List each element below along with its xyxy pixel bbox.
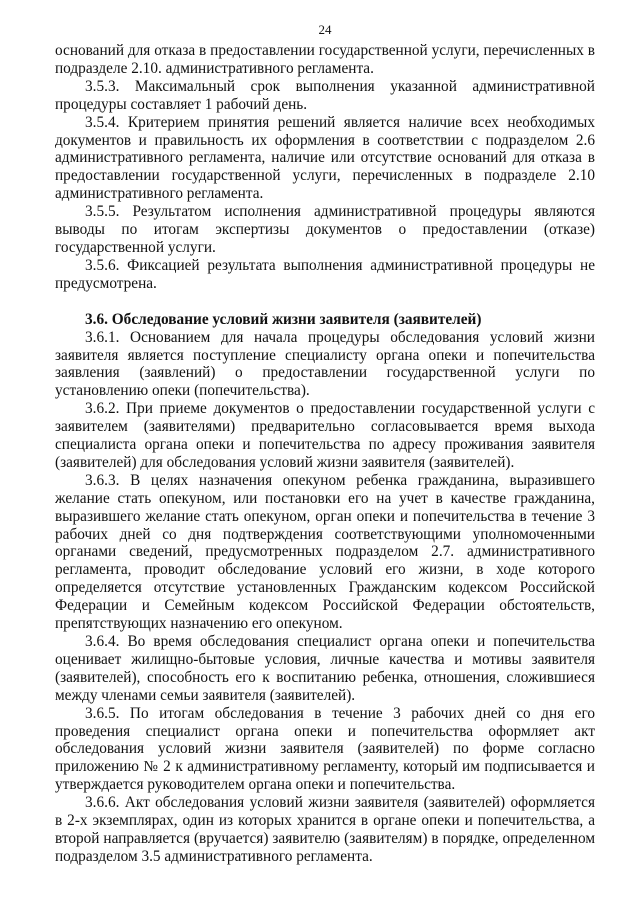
section-heading-3-6: 3.6. Обследование условий жизни заявителя (заявителей) xyxy=(85,310,482,328)
paragraph-3-5-4: 3.5.4. Критерием принятия решений является наличие всех необходимых документов и правильность их оформления в соответствии с подразделом 2.6 административного регламента, наличие или отсутствие оснований для отказа в предоставлении государственной услуги, перечисленных в подразделе 2.10 административного регламента. xyxy=(55,113,595,203)
paragraph-3-6-3: 3.6.3. В целях назначения опекуном ребенка гражданина, выразившего желание стать опекуном, или постановки его на учет в качестве гражданина, выразившего желание стать опекуном, орган опеки и попечительства в течение 3 рабочих дней со дня подтверждения соответствующими уполномоченными органами сведений, предусмотренных подразделом 2.7. административного регламента, проводит обследование условий его жизни, в ходе которого определяется отсутствие установленных Гражданским кодексом Российской Федерации и Семейным кодексом Российской Федерации обстоятельств, препятствующих назначению его опекуном. xyxy=(55,471,595,633)
paragraph-continuation: оснований для отказа в предоставлении государственной услуги, перечисленных в подразделе 2.10. административного регламента. xyxy=(55,42,595,77)
paragraph-3-6-2: 3.6.2. При приеме документов о предоставлении государственной услуги с заявителем (заявителями) предварительно согласовывается время выхода специалиста органа опеки и попечительства по адресу проживания заявителя (заявителей) для обследования условий жизни заявителя (заявителей). xyxy=(55,400,595,471)
paragraph-3-5-5: 3.5.5. Результатом исполнения административной процедуры являются выводы по итогам экспертизы документов о предоставлении (отказе) государственной услуги. xyxy=(55,203,595,256)
page-number: 24 xyxy=(318,22,332,37)
paragraph-3-6-1: 3.6.1. Основанием для начала процедуры обследования условий жизни заявителя является поступление специалисту органа опеки и попечительства заявления (заявлений) о предоставлении государственной услуги по установлению опеки (попечительства). xyxy=(55,328,595,400)
paragraph-3-5-6: 3.5.6. Фиксацией результата выполнения административной процедуры не предусмотрена. xyxy=(55,256,595,292)
document-page xyxy=(55,22,595,866)
paragraph-3-5-3: 3.5.3. Максимальный срок выполнения указанной административной процедуры составляет 1 рабочий день. xyxy=(55,77,595,113)
paragraph-3-6-6: 3.6.6. Акт обследования условий жизни заявителя (заявителей) оформляется в 2-х экземплярах, один из которых хранится в органе опеки и попечительства, а второй направляется (вручается) заявителю (заявителям) в порядке, определенном подразделом 3.5 административного регламента. xyxy=(55,794,595,865)
paragraph-3-6-4: 3.6.4. Во время обследования специалист органа опеки и попечительства оценивает жилищно-бытовые условия, личные качества и мотивы заявителя (заявителей), способность его к воспитанию ребенка, отношения, сложившиеся между членами семьи заявителя (заявителей). xyxy=(55,633,595,704)
paragraph-3-6-5: 3.6.5. По итогам обследования в течение 3 рабочих дней со дня его проведения специалист органа опеки и попечительства оформляет акт обследования условий жизни заявителя (заявителей) по форме согласно приложению № 2 к административному регламенту, который им подписывается и утверждается руководителем органа опеки и попечительства. xyxy=(55,704,595,794)
